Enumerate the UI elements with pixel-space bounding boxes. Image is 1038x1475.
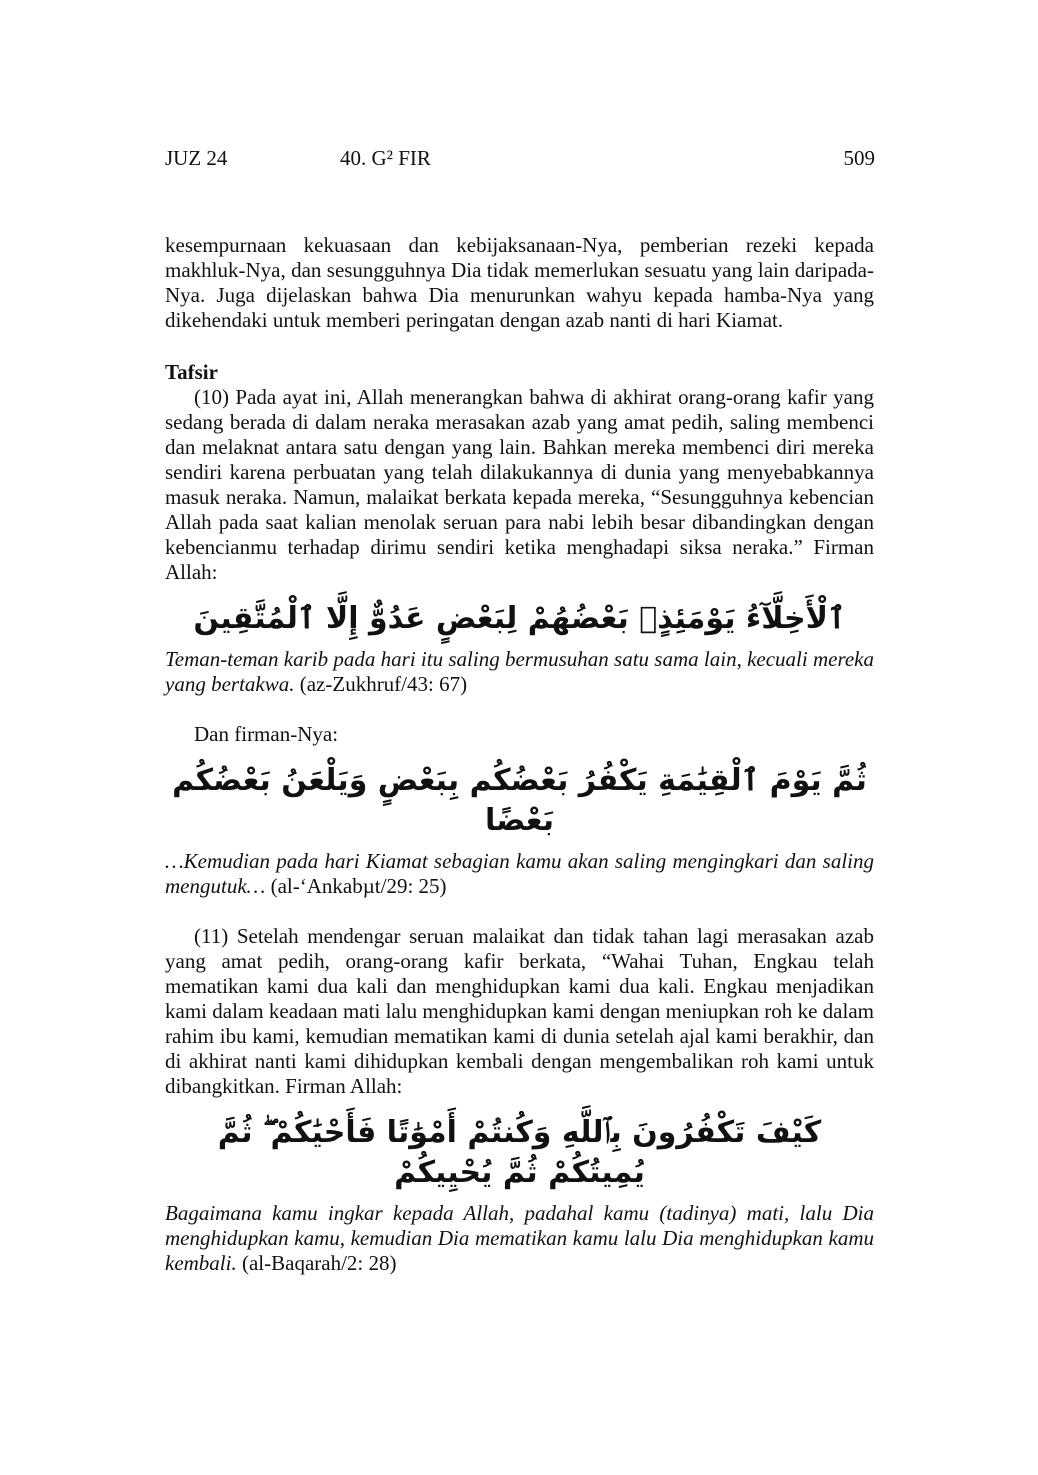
verse-reference: (al-Baqarah/2: 28) [241,1251,397,1275]
verse-reference: (al-‘Ankabµt/29: 25) [270,874,447,898]
page-body [165,233,874,1276]
translation-text: Bagaimana kamu ingkar kepada Allah, padahal kamu (tadinya) mati, lalu Dia menghidupkan kamu, kemudian Dia mematikan kamu lalu Dia menghidupkan kamu kembali. [165,1201,874,1275]
translation-text: Teman-teman karib pada hari itu saling bermusuhan satu sama lain, kecuali mereka yang bertakwa. [165,647,874,696]
verse-3-translation [165,1201,874,1276]
translation-text: …Kemudian pada hari Kiamat sebagian kamu akan saling mengingkari dan saling mengutuk… [165,849,874,898]
arabic-verse-1: ٱلْأَخِلَّآءُ يَوْمَئِذٍۭ بَعْضُهُمْ لِبَعْضٍ عَدُوٌّ إِلَّا ٱلْمُتَّقِينَ [193,601,846,636]
arabic-verse-3: كَيْفَ تَكْفُرُونَ بِٱللَّهِ وَكُنتُمْ أَمْوَٰتًا فَأَحْيَٰكُمْ ۖ ثُمَّ يُمِيتُكُمْ ثُمَّ يُحْيِيكُمْ [217,1115,822,1190]
verse-2-translation [165,849,874,899]
verse-1-translation [165,647,874,697]
paragraph-10: (10) Pada ayat ini, Allah menerangkan bahwa di akhirat orang-orang kafir yang sedang berada di dalam neraka merasakan azab yang amat pedih, saling membenci dan melaknat antara satu dengan yang lain. Bahkan mereka membenci diri mereka sendiri karena perbuatan yang telah dilakukannya di dunia yang menyebabkannya masuk neraka. Namun, malaikat berkata kepada mereka, “Sesungguhnya kebencian Allah pada saat kalian menolak seruan para nabi lebih besar dibandingkan dengan kebencianmu terhadap dirimu sendiri ketika menghadapi siksa neraka.” Firman Allah: [165,385,874,584]
running-header [165,146,875,172]
juz-label: JUZ 24 [165,146,228,170]
intro-paragraph: kesempurnaan kekuasaan dan kebijaksanaan-Nya, pemberian rezeki kepada makhluk-Nya, dan sesungguhnya Dia tidak memerlukan sesuatu yang lain daripada-Nya. Juga dijelaskan bahwa Dia menurunkan wahyu kepada hamba-Nya yang dikehendaki untuk memberi peringatan dengan azab nanti di hari Kiamat. [165,233,874,332]
intro-2: Dan firman-Nya: [194,722,339,746]
surah-title: 40. G² FIR [340,146,431,170]
page-number: 509 [843,146,875,170]
section-heading: Tafsir [165,360,218,384]
arabic-verse-2: ثُمَّ يَوْمَ ٱلْقِيَٰمَةِ يَكْفُرُ بَعْضُكُم بِبَعْضٍ وَيَلْعَنُ بَعْضُكُم بَعْضًا [172,763,867,838]
paragraph-11: (11) Setelah mendengar seruan malaikat dan tidak tahan lagi merasakan azab yang amat pedih, orang-orang kafir berkata, “Wahai Tuhan, Engkau telah mematikan kami dua kali dan menghidupkan kami dua kali. Engkau menjadikan kami dalam keadaan mati lalu menghidupkan kami dengan meniupkan roh ke dalam rahim ibu kami, kemudian mematikan kami di dunia setelah ajal kami berakhir, dan di akhirat nanti kami dihidupkan kembali dengan mengembalikan roh kami untuk dibangkitkan. Firman Allah: [165,924,874,1098]
verse-reference: (az-Zukhruf/43: 67) [299,672,468,696]
